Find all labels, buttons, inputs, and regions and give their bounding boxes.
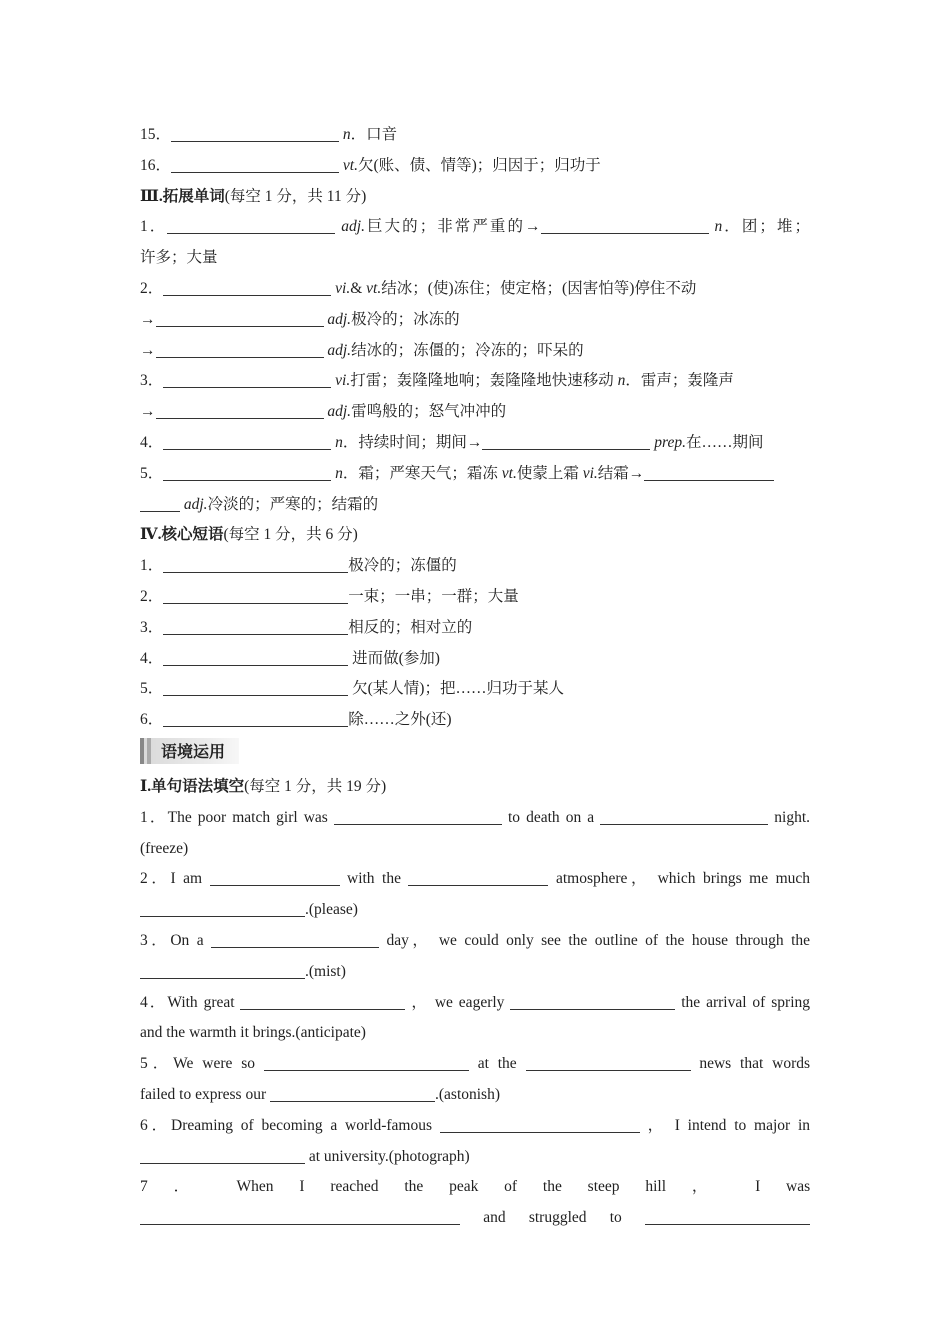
phrase-item-2: 2． 一束；一串；一群；大量 [140,587,519,605]
ext-item-2: 2． vi.& vt.结冰；(使)冻住；使定格；(因害怕等)停住不动 [140,279,697,297]
answer-blank[interactable] [264,1055,469,1071]
answer-blank[interactable] [211,932,379,948]
answer-blank[interactable] [163,711,348,727]
sentence-1-continued: (freeze) [140,839,189,857]
phrase-item-1: 1． 极冷的；冻僵的 [140,557,457,575]
ext-item-1: 1． adj.巨大的；非常严重的→ n．团；堆； [140,218,810,236]
banner-bar-icon [140,738,144,764]
answer-blank[interactable] [171,126,339,142]
answer-blank[interactable] [163,680,348,696]
answer-blank[interactable] [270,1086,435,1102]
phrase-item-5: 5． 欠(某人情)；把……归功于某人 [140,680,564,698]
sentence-4-continued: and the warmth it brings.(anticipate) [140,1024,366,1042]
ext-item-2-derivative-a: → adj.极冷的；冰冻的 [140,310,460,328]
phrase-item-3: 3． 相反的；相对立的 [140,618,473,636]
section-heading-core-phrases: Ⅳ.核心短语(每空 1 分，共 6 分) [140,526,358,544]
answer-blank[interactable] [140,1148,305,1164]
section-banner: 语境运用 [140,738,239,764]
ext-item-5: 5． n．霜；严寒天气；霜冻 vt.使蒙上霜 vi.结霜→ [140,459,810,490]
answer-blank[interactable] [163,619,348,635]
answer-blank[interactable] [140,963,305,979]
phrase-item-6: 6． 除……之外(还) [140,711,452,729]
answer-blank[interactable] [163,588,348,604]
vocab-item-16: 16． vt.欠(账、债、情等)；归因于；归功于 [140,156,601,174]
sentence-1: 1．The poor match girl was to death on a night. [140,808,811,826]
sentence-7: 7 ． When I reached the peak of the steep hill ， I was [140,1178,811,1196]
sentence-5: 5．We were so at the news that words [140,1055,811,1073]
sentence-3-continued: .(mist) [140,957,810,988]
ext-item-3: 3． vi.打雷；轰隆隆地响；轰隆隆地快速移动 n．雷声；轰隆声 [140,372,734,390]
phrase-item-4: 4． 进而做(参加) [140,649,440,667]
answer-blank[interactable] [163,280,331,296]
answer-blank[interactable] [510,994,675,1010]
answer-blank[interactable] [163,465,331,481]
answer-blank[interactable] [140,1209,460,1225]
sentence-5-continued: failed to express our .(astonish) [140,1085,501,1103]
ext-item-3-derivative: → adj.雷鸣般的；怒气冲冲的 [140,403,507,421]
answer-blank[interactable] [156,342,324,358]
sentence-2: 2．I am with the atmosphere， which brings me much [140,870,811,888]
sentence-3: 3．On a day， we could only see the outline of the house through the [140,931,811,949]
answer-blank[interactable] [163,650,348,666]
answer-blank[interactable] [156,311,324,327]
answer-blank[interactable] [210,870,340,886]
answer-blank[interactable] [645,1209,810,1225]
answer-blank[interactable] [167,218,335,234]
sentence-6-continued: at university.(photograph) [140,1142,810,1173]
answer-blank[interactable] [163,557,348,573]
sentence-4: 4．With great ， we eagerly the arrival of spring [140,993,810,1011]
answer-blank[interactable] [644,465,774,481]
answer-blank[interactable] [163,372,331,388]
section-heading-extended-words: Ⅲ.拓展单词(每空 1 分，共 11 分) [140,187,367,205]
sentence-7-continued: and struggled to [140,1203,810,1234]
section-heading-grammar-fill: Ⅰ.单句语法填空(每空 1 分，共 19 分) [140,777,387,795]
ext-item-2-derivative-b: → adj.结冰的；冻僵的；冷冻的；吓呆的 [140,341,584,359]
answer-blank[interactable] [163,434,331,450]
ext-item-4: 4． n．持续时间；期间→ prep.在……期间 [140,433,764,451]
ext-item-5-continued: adj.冷淡的；严寒的；结霜的 [140,490,810,521]
answer-blank[interactable] [541,218,709,234]
answer-blank[interactable] [140,496,180,512]
sentence-2-continued: .(please) [140,895,810,926]
answer-blank[interactable] [334,809,502,825]
answer-blank[interactable] [140,901,305,917]
answer-blank[interactable] [526,1055,691,1071]
answer-blank[interactable] [482,434,650,450]
answer-blank[interactable] [171,157,339,173]
answer-blank[interactable] [600,809,768,825]
answer-blank[interactable] [240,994,405,1010]
banner-bar-icon [147,738,151,764]
worksheet-page [140,120,810,1234]
answer-blank[interactable] [156,403,324,419]
answer-blank[interactable] [440,1117,640,1133]
ext-item-1-continued: 许多；大量 [140,249,218,267]
vocab-item-15: 15． n．口音 [140,126,398,143]
sentence-6: 6．Dreaming of becoming a world-famous ， I intend to major in [140,1116,811,1134]
answer-blank[interactable] [408,870,548,886]
